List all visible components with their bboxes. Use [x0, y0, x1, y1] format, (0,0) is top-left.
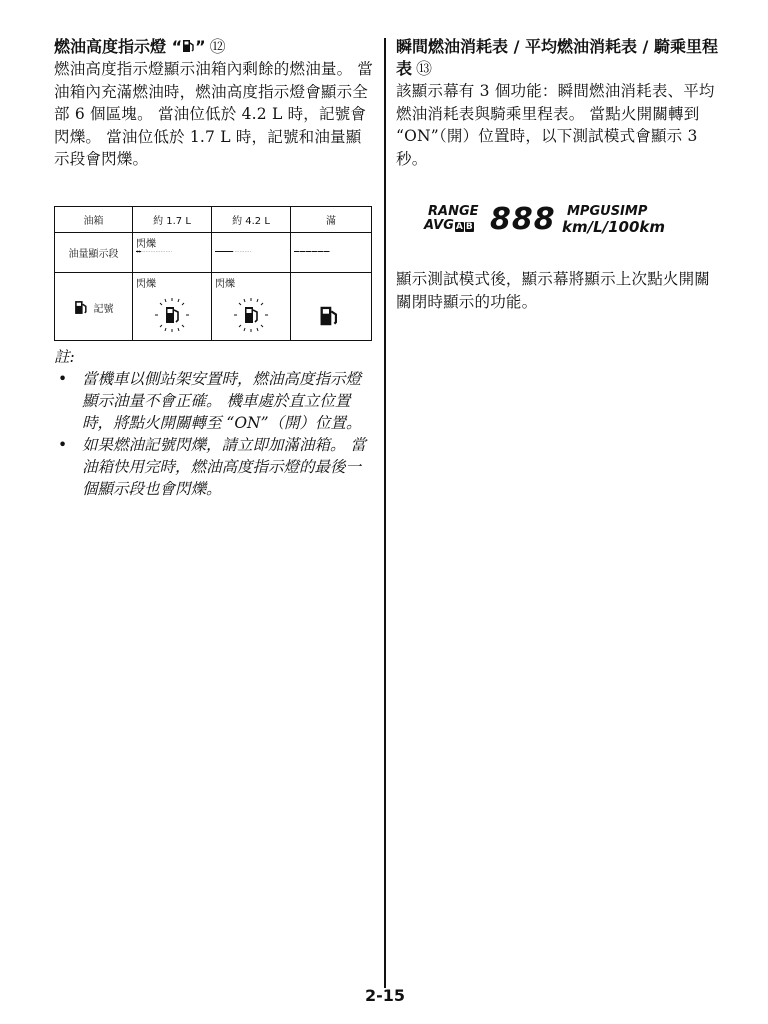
lcd-a-badge: A — [455, 222, 463, 232]
table-row-symbol — [55, 273, 371, 341]
notes-title: 註: — [54, 348, 75, 366]
row-label-segments: 油量顯示段 — [68, 249, 119, 260]
note-item — [54, 434, 376, 500]
one-segment-flashing-icon — [136, 250, 172, 253]
note-item — [54, 368, 376, 434]
symbol-flash-label-a: 閃爍 — [136, 279, 156, 290]
fuel-pump-icon — [319, 305, 339, 327]
symbol-flash-label-b: 閃爍 — [215, 279, 235, 290]
lcd-range-label: RANGE — [428, 204, 479, 219]
left-column — [54, 36, 376, 171]
fuel-pump-icon — [182, 37, 195, 56]
segment-flash-label: 閃爍 — [136, 239, 156, 250]
table-header-row — [55, 207, 371, 233]
lcd-avg-text: AVG — [424, 218, 454, 233]
lcd-avg-label — [424, 218, 474, 233]
row-label-symbol-wrap — [55, 273, 132, 341]
fuel-gauge-heading — [54, 36, 376, 58]
header-full: 滿 — [326, 216, 336, 227]
row-label-symbol: 記號 — [93, 303, 114, 315]
bullet-icon: • — [58, 436, 68, 454]
header-tank: 油箱 — [83, 216, 104, 227]
fuel-consumption-description: 該顯示幕有 3 個功能：瞬間燃油消耗表、平均燃油消耗表與騎乘里程表。 當點火開關轉到 “ON”（開）位置時，以下測試模式會顯示 3 秒。 — [396, 82, 715, 168]
note-text: 如果燃油記號閃爍，請立即加滿油箱。 當油箱快用完時，燃油高度指示燈的最後一個顯示段也會閃爍。 — [82, 436, 366, 498]
fuel-gauge-heading-close: ” — [195, 37, 206, 56]
lcd-b-badge: B — [465, 222, 473, 232]
lcd-test-display — [424, 204, 704, 240]
header-1-7l: 約 1.7 L — [153, 216, 191, 227]
notes-section — [54, 346, 376, 500]
table-row-segments — [55, 233, 371, 273]
header-4-2l: 約 4.2 L — [232, 216, 270, 227]
six-segments-icon — [294, 250, 330, 253]
bullet-icon: • — [58, 370, 68, 388]
three-segments-icon — [215, 250, 251, 253]
fuel-gauge-callout-number: ⑫ — [209, 37, 226, 56]
page-number: 2-15 — [365, 986, 406, 1005]
note-text: 當機車以側站架安置時，燃油高度指示燈顯示油量不會正確。 機車處於直立位置時，將點火開關轉至 “ON”（開）位置。 — [82, 370, 362, 432]
fuel-gauge-description: 燃油高度指示燈顯示油箱內剩餘的燃油量。 當油箱內充滿燃油時，燃油高度指示燈會顯示全部 6 個區塊。 當油位低於 4.2 L 時，記號會閃爍。 當油位低於 1.7 L 時，記號和油量顯示段會閃爍。 — [54, 60, 374, 168]
flashing-fuel-pump-icon — [233, 297, 269, 333]
flashing-fuel-pump-icon — [154, 297, 190, 333]
column-divider — [384, 38, 386, 988]
fuel-gauge-heading-text: 燃油高度指示燈 “ — [54, 37, 183, 56]
test-mode-description: 顯示測試模式後，顯示幕將顯示上次點火開關關閉時顯示的功能。 — [396, 270, 711, 311]
lcd-digits: 888 — [490, 202, 556, 237]
fuel-consumption-heading — [396, 36, 720, 80]
lcd-kml-label: km/L/100km — [562, 218, 666, 236]
lcd-mpg-label: MPGUSIMP — [567, 204, 648, 219]
fuel-consumption-heading-text: 瞬間燃油消耗表 / 平均燃油消耗表 / 騎乘里程表 — [396, 37, 718, 78]
fuel-pump-icon — [74, 300, 88, 315]
fuel-level-table — [54, 206, 372, 341]
fuel-consumption-callout-number: ⑬ — [416, 59, 433, 78]
